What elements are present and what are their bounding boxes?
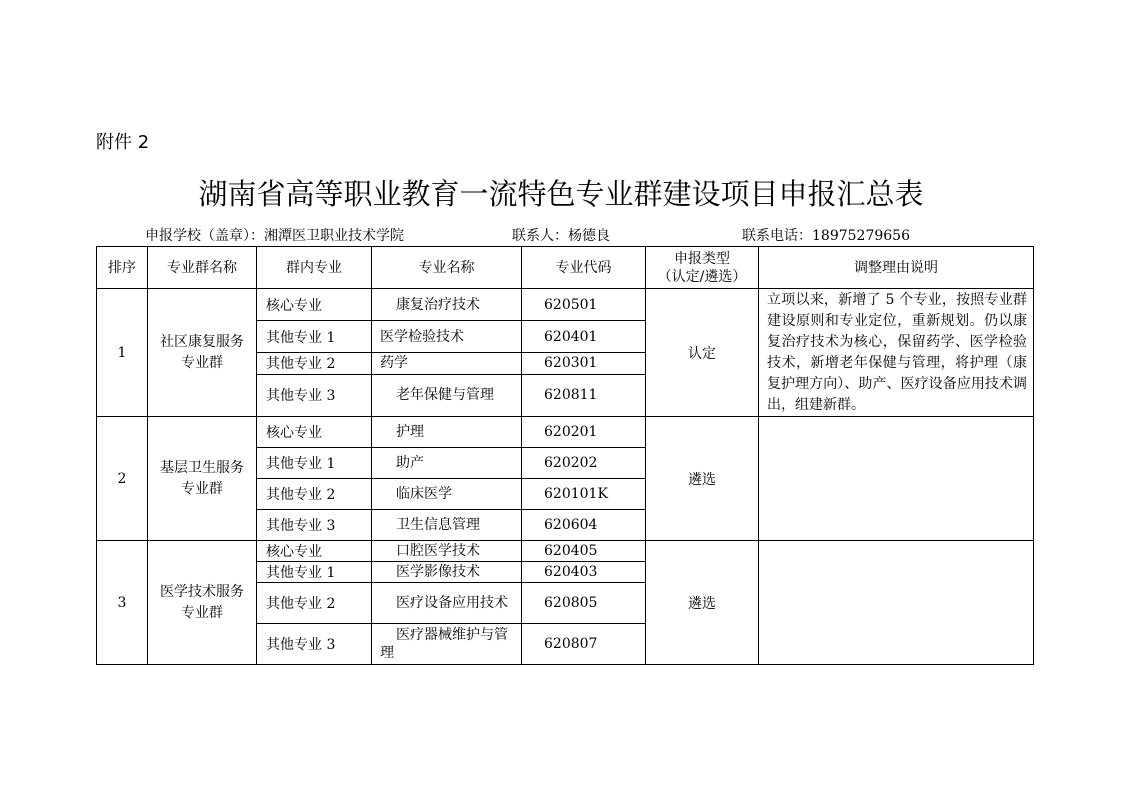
adjustment-reason <box>759 541 1034 665</box>
header-reason: 调整理由说明 <box>759 247 1034 289</box>
header-type-line2: （认定/遴选） <box>657 268 747 285</box>
group-name-line1: 社区康复服务 <box>160 333 244 350</box>
major-code: 620201 <box>522 417 646 448</box>
adjustment-reason-text <box>767 417 1027 418</box>
summary-table <box>96 246 1034 665</box>
phone-info: 联系电话：18975279656 <box>742 228 910 244</box>
major-role: 其他专业 2 <box>257 479 372 510</box>
major-role: 其他专业 1 <box>257 321 372 353</box>
adjustment-reason <box>759 417 1034 541</box>
major-role: 其他专业 3 <box>257 374 372 416</box>
major-code: 620101K <box>522 479 646 510</box>
header-group-name: 专业群名称 <box>148 247 257 289</box>
application-type: 认定 <box>646 289 759 417</box>
group-name-line1: 医学技术服务 <box>160 583 244 600</box>
major-name: 药学 <box>372 353 522 375</box>
major-code: 620301 <box>522 353 646 375</box>
school-info: 申报学校（盖章）：湘潭医卫职业技术学院 <box>145 228 404 244</box>
adjustment-reason-text <box>767 541 1027 542</box>
group-name-line1: 基层卫生服务 <box>160 459 244 476</box>
header-index: 排序 <box>97 247 148 289</box>
group-name <box>148 541 257 665</box>
major-name: 医疗器械维护与管理 <box>372 624 522 665</box>
header-type-line1: 申报类型 <box>674 250 730 267</box>
group-name <box>148 289 257 417</box>
major-name: 卫生信息管理 <box>372 510 522 541</box>
application-type: 遴选 <box>646 541 759 665</box>
table-row <box>97 289 1034 321</box>
major-code: 620811 <box>522 374 646 416</box>
major-code: 620604 <box>522 510 646 541</box>
major-role: 其他专业 2 <box>257 583 372 624</box>
major-role: 其他专业 2 <box>257 353 372 375</box>
application-type: 遴选 <box>646 417 759 541</box>
major-name: 护理 <box>372 417 522 448</box>
major-role: 核心专业 <box>257 417 372 448</box>
major-name: 老年保健与管理 <box>372 374 522 416</box>
major-role: 核心专业 <box>257 541 372 562</box>
header-major-name: 专业名称 <box>372 247 522 289</box>
major-code: 620403 <box>522 562 646 583</box>
major-role: 其他专业 1 <box>257 448 372 479</box>
adjustment-reason <box>759 289 1034 417</box>
header-role: 群内专业 <box>257 247 372 289</box>
attachment-label: 附件 2 <box>96 132 150 153</box>
group-name-line2: 专业群 <box>181 480 223 497</box>
major-name: 医学检验技术 <box>372 321 522 353</box>
group-name <box>148 417 257 541</box>
major-code: 620405 <box>522 541 646 562</box>
header-major-code: 专业代码 <box>522 247 646 289</box>
group-index: 3 <box>97 541 148 665</box>
page-title: 湖南省高等职业教育一流特色专业群建设项目申报汇总表 <box>198 177 924 211</box>
major-role: 其他专业 1 <box>257 562 372 583</box>
header-type <box>646 247 759 289</box>
major-role: 其他专业 3 <box>257 624 372 665</box>
major-code: 620501 <box>522 289 646 321</box>
group-index: 1 <box>97 289 148 417</box>
major-role: 其他专业 3 <box>257 510 372 541</box>
major-code: 620805 <box>522 583 646 624</box>
major-name: 康复治疗技术 <box>372 289 522 321</box>
major-name: 口腔医学技术 <box>372 541 522 562</box>
major-code: 620202 <box>522 448 646 479</box>
group-name-line2: 专业群 <box>181 354 223 371</box>
major-name: 医疗设备应用技术 <box>372 583 522 624</box>
major-name: 助产 <box>372 448 522 479</box>
major-role: 核心专业 <box>257 289 372 321</box>
major-name: 医学影像技术 <box>372 562 522 583</box>
table-row <box>97 417 1034 448</box>
group-index: 2 <box>97 417 148 541</box>
major-code: 620401 <box>522 321 646 353</box>
table-header-row <box>97 247 1034 289</box>
contact-info: 联系人：杨德良 <box>512 228 610 244</box>
group-name-line2: 专业群 <box>181 604 223 621</box>
major-name: 临床医学 <box>372 479 522 510</box>
adjustment-reason-text: 立项以来，新增了 5 个专业，按照专业群建设原则和专业定位，重新规划。仍以康复治疗技术为核心，保留药学、医学检验技术，新增老年保健与管理，将护理（康复护理方向）、助产、医疗设备应用技术调出，组建新群。 <box>767 292 1027 413</box>
table-row <box>97 541 1034 562</box>
major-code: 620807 <box>522 624 646 665</box>
